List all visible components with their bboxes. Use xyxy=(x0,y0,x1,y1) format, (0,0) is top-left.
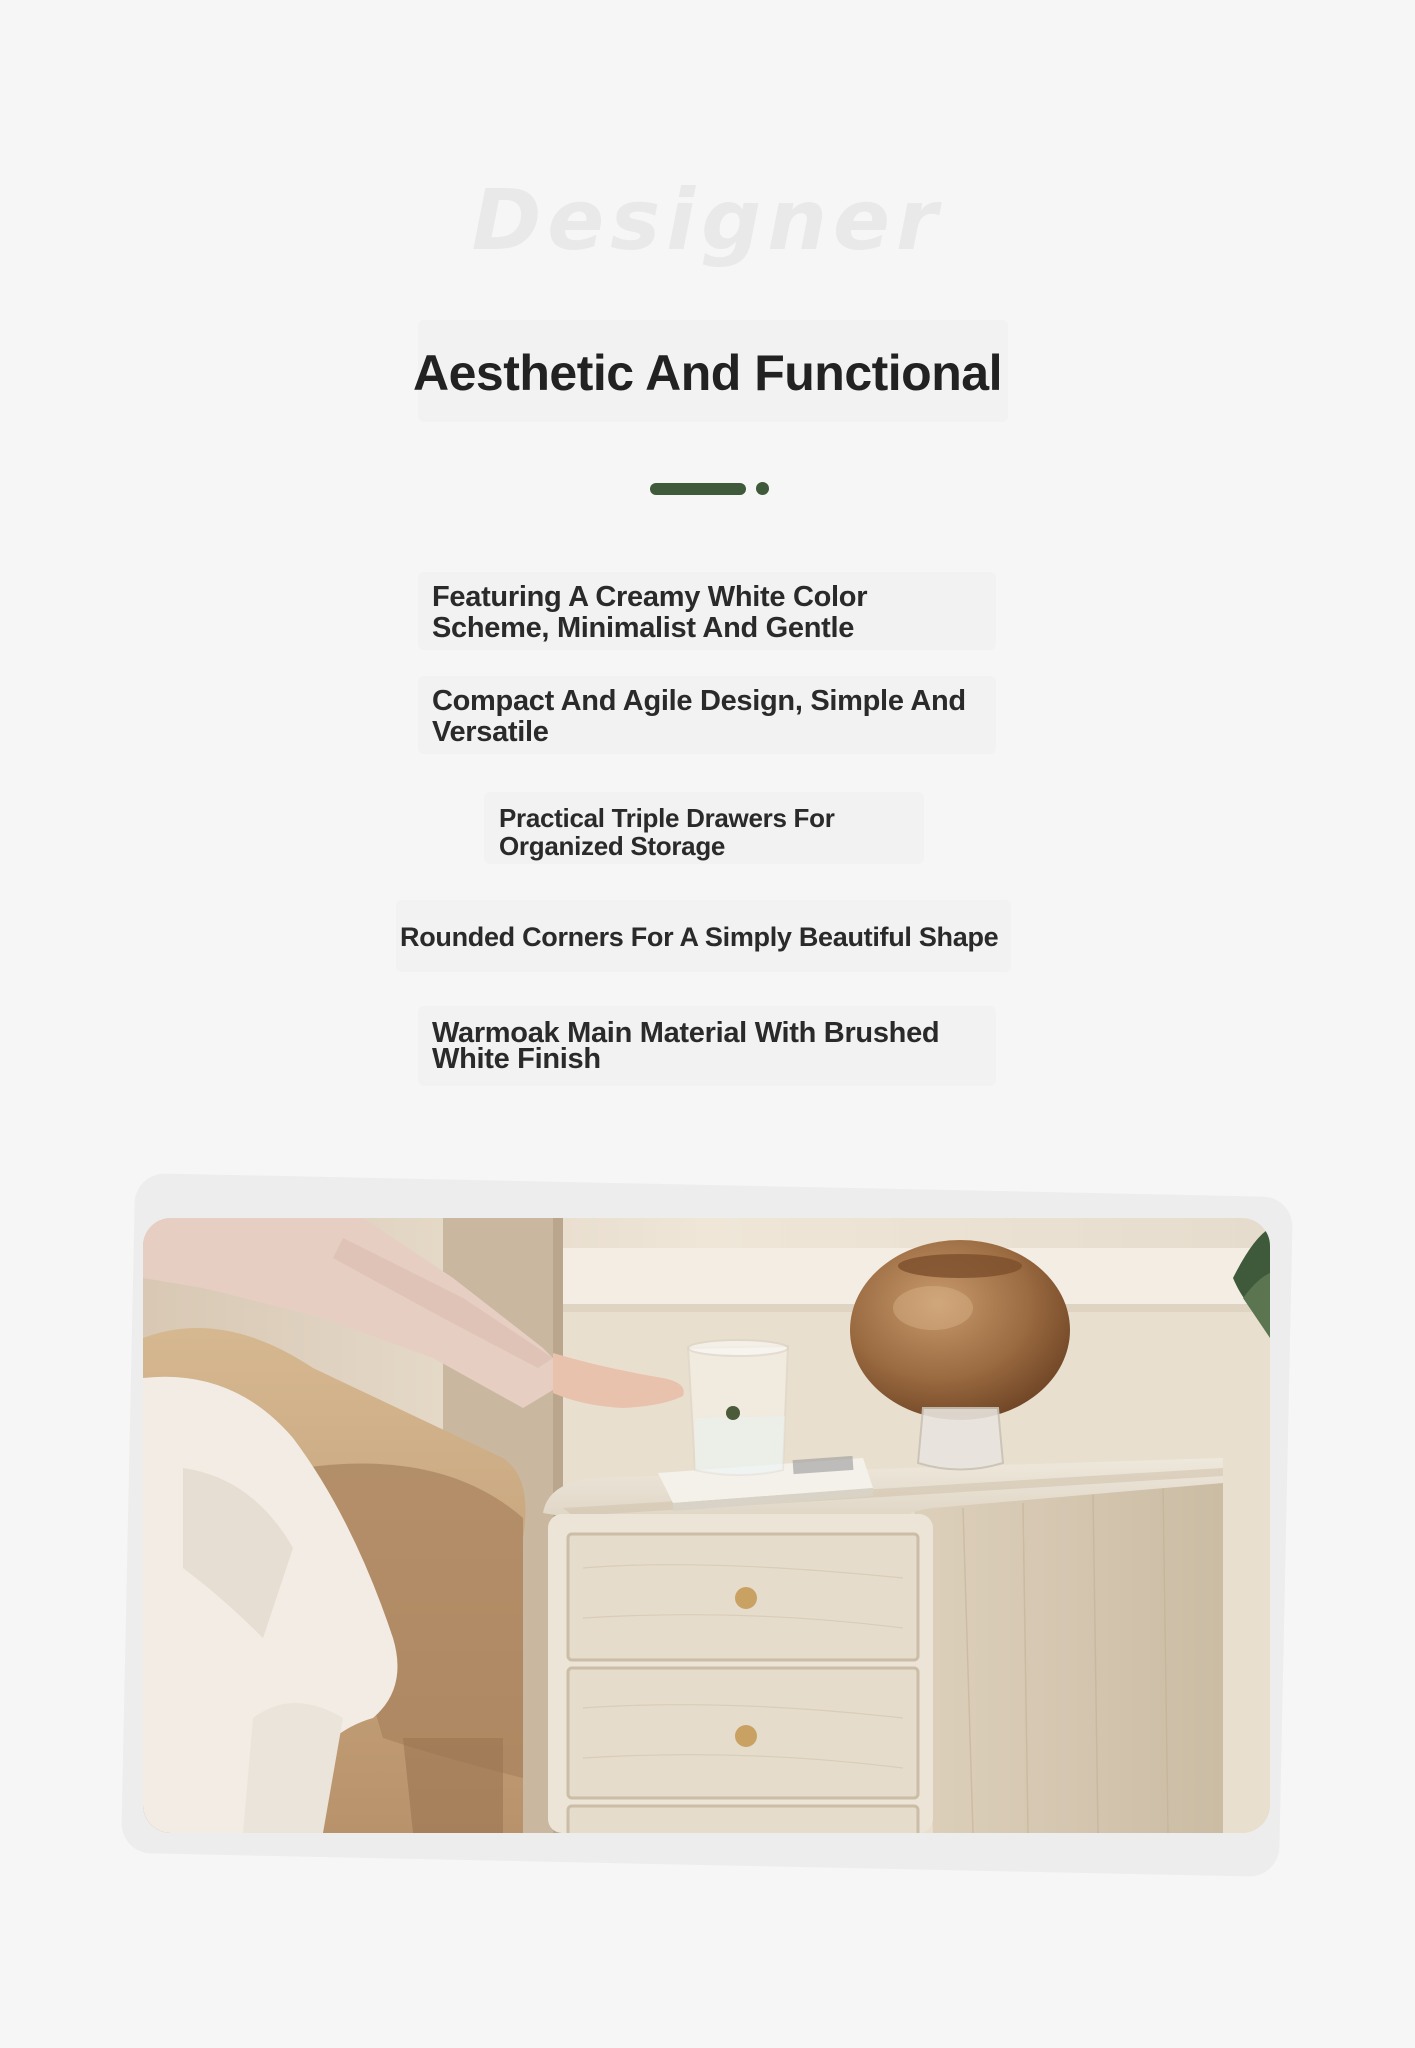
feature-rounded-corners: Rounded Corners For A Simply Beautiful Shape xyxy=(400,922,999,952)
feature-triple-drawers: Practical Triple Drawers For Organized Storage xyxy=(499,803,835,861)
feature-material: Warmoak Main Material With Brushed White Finish xyxy=(432,1017,940,1075)
accent-divider-dot xyxy=(756,482,769,495)
feature-compact-design: Compact And Agile Design, Simple And Versatile xyxy=(432,685,966,748)
product-photo xyxy=(143,1218,1270,1833)
feature-color-scheme: Featuring A Creamy White Color Scheme, Minimalist And Gentle xyxy=(432,581,868,644)
accent-divider-bar xyxy=(650,483,746,495)
designer-watermark: Designer xyxy=(471,171,944,269)
page-title: Aesthetic And Functional xyxy=(413,345,1002,401)
